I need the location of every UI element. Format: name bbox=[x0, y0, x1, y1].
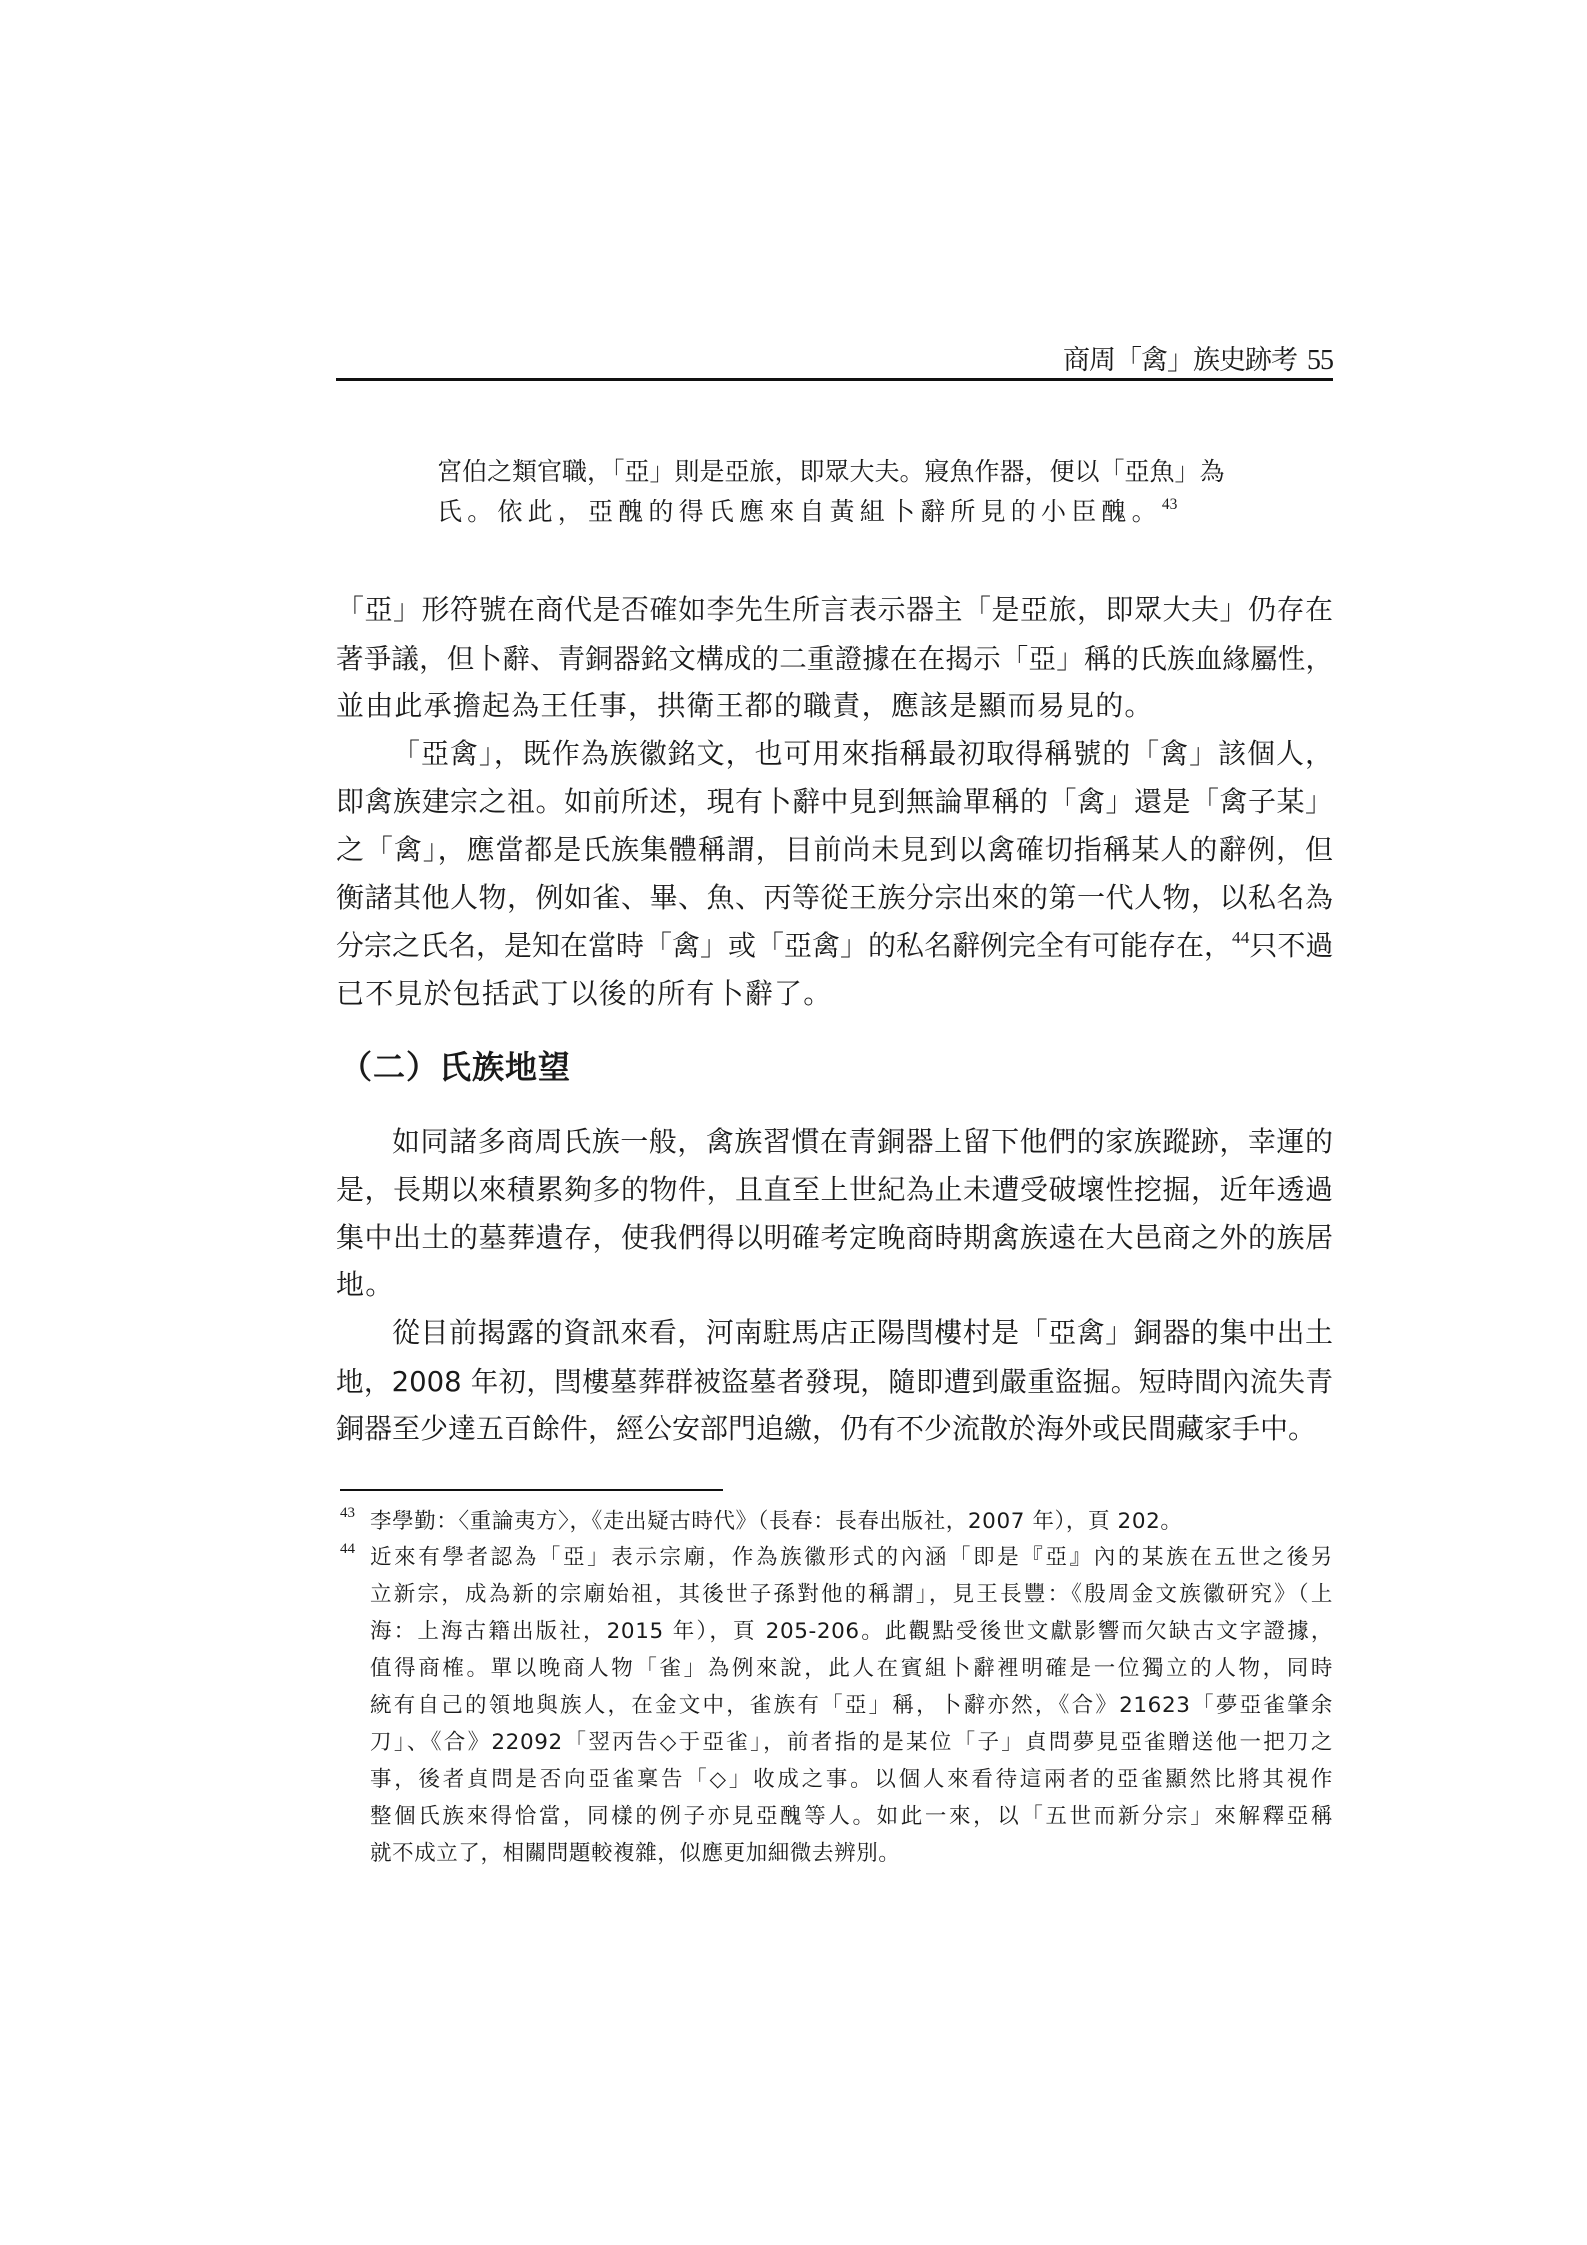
body-line: 是，長期以來積累夠多的物件，且直至上世紀為止未遭受破壞性挖掘，近年透過 bbox=[336, 1173, 1333, 1206]
footnote-rule bbox=[340, 1489, 723, 1491]
body-line: 之「禽」，應當都是氏族集體稱謂，目前尚未見到以禽確切指稱某人的辭例，但 bbox=[336, 833, 1333, 866]
footnote-line: 近來有學者認為「亞」表示宗廟，作為族徽形式的內涵「即是『亞』內的某族在五世之後另 bbox=[370, 1545, 1333, 1570]
footnote-line: 就不成立了，相關問題較複雜，似應更加細微去辨別。 bbox=[370, 1841, 901, 1866]
footnote-line: 李學勤：〈重論夷方〉，《走出疑古時代》（長春：長春出版社，2007 年），頁 202。 bbox=[370, 1509, 1183, 1534]
page-number: 55 bbox=[1307, 345, 1333, 376]
body-line: 著爭議，但卜辭、青銅器銘文構成的二重證據在在揭示「亞」稱的氏族血緣屬性， bbox=[336, 643, 1333, 675]
footnote-line: 立新宗，成為新的宗廟始祖，其後世子孫對他的稱謂」，見王長豐：《殷周金文族徽研究》（上 bbox=[370, 1582, 1333, 1607]
footnote-number: 43 bbox=[340, 1505, 355, 1521]
body-line bbox=[336, 924, 1333, 964]
section-heading: （二）氏族地望 bbox=[340, 1048, 572, 1086]
body-line: 「亞禽」，既作為族徽銘文，也可用來指稱最初取得稱號的「禽」該個人， bbox=[392, 737, 1333, 770]
body-line: 衡諸其他人物，例如雀、畢、魚、丙等從王族分宗出來的第一代人物，以私名為 bbox=[336, 881, 1333, 914]
body-text: 分宗之氏名，是知在當時「禽」或「亞禽」的私名辭例完全有可能存在， bbox=[336, 929, 1233, 962]
body-line: 地。 bbox=[336, 1268, 395, 1301]
running-head bbox=[1063, 338, 1333, 377]
footnote-line: 統有自己的領地與族人，在金文中，雀族有「亞」稱，卜辭亦然，《合》21623「夢亞雀肇余 bbox=[370, 1693, 1333, 1718]
block-quote-text: 氏。依此，亞醜的得氏應來自黃組卜辭所見的小臣醜。 bbox=[437, 497, 1162, 526]
footnote-line: 值得商榷。單以晚商人物「雀」為例來說，此人在賓組卜辭裡明確是一位獨立的人物，同時 bbox=[370, 1656, 1333, 1681]
body-line: 如同諸多商周氏族一般，禽族習慣在青銅器上留下他們的家族蹤跡，幸運的 bbox=[392, 1125, 1333, 1158]
body-line: 銅器至少達五百餘件，經公安部門追繳，仍有不少流散於海外或民間藏家手中。 bbox=[336, 1412, 1317, 1445]
header-rule bbox=[336, 378, 1333, 381]
body-line: 地，2008 年初，閆樓墓葬群被盜墓者發現，隨即遭到嚴重盜掘。短時間內流失青 bbox=[336, 1366, 1333, 1398]
block-quote-line: 宮伯之類官職，「亞」則是亞旅，即眾大夫。寢魚作器，便以「亞魚」為 bbox=[437, 457, 1225, 486]
body-line: 「亞」形符號在商代是否確如李先生所言表示器主「是亞旅，即眾大夫」仍存在 bbox=[336, 593, 1333, 626]
footnote-ref-43[interactable]: 43 bbox=[1161, 496, 1178, 514]
footnote-line: 事，後者貞問是否向亞雀稟告「◇」收成之事。以個人來看待這兩者的亞雀顯然比將其視作 bbox=[370, 1767, 1333, 1792]
body-line: 即禽族建宗之祖。如前所述，現有卜辭中見到無論單稱的「禽」還是「禽子某」 bbox=[336, 785, 1333, 818]
block-quote-line bbox=[437, 492, 1333, 528]
footnote-number: 44 bbox=[340, 1541, 355, 1557]
running-title: 商周「禽」族史跡考 bbox=[1063, 345, 1297, 376]
body-text: 只不過 bbox=[1249, 929, 1334, 962]
body-line: 並由此承擔起為王任事，拱衛王都的職責，應該是顯而易見的。 bbox=[336, 689, 1154, 722]
footnote-line: 刀」、《合》22092「翌丙告◇于亞雀」，前者指的是某位「子」貞問夢見亞雀贈送他一把刀之 bbox=[370, 1730, 1333, 1755]
body-line: 集中出土的墓葬遺存，使我們得以明確考定晚商時期禽族遠在大邑商之外的族居 bbox=[336, 1221, 1333, 1254]
footnote-ref-44[interactable]: 44 bbox=[1232, 927, 1250, 947]
body-line: 從目前揭露的資訊來看，河南駐馬店正陽閆樓村是「亞禽」銅器的集中出土 bbox=[392, 1316, 1333, 1349]
body-line: 已不見於包括武丁以後的所有卜辭了。 bbox=[336, 977, 833, 1010]
footnote-line: 海：上海古籍出版社，2015 年），頁 205-206。此觀點受後世文獻影響而欠缺古文字證據， bbox=[370, 1619, 1333, 1644]
footnote-line: 整個氏族來得恰當，同樣的例子亦見亞醜等人。如此一來，以「五世而新分宗」來解釋亞稱 bbox=[370, 1804, 1333, 1829]
